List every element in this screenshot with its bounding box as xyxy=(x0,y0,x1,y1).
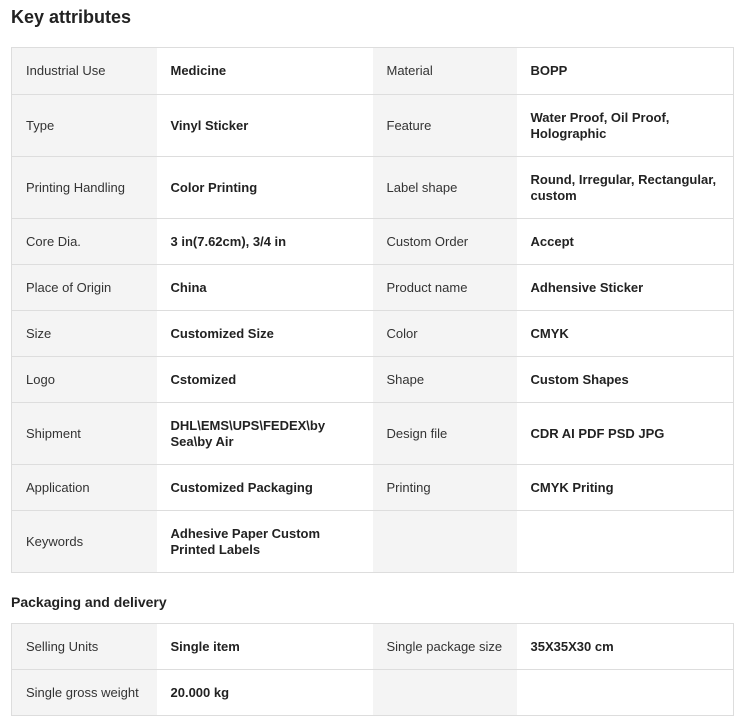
attribute-label: Place of Origin xyxy=(12,265,157,311)
attribute-value: Custom Shapes xyxy=(517,357,734,403)
attribute-label: Printing xyxy=(373,465,517,511)
attribute-value: Adhesive Paper Custom Printed Labels xyxy=(157,511,373,573)
table-row xyxy=(12,511,734,573)
attribute-label: Selling Units xyxy=(12,624,157,670)
attribute-label: Shipment xyxy=(12,403,157,465)
table-row xyxy=(12,95,734,157)
key-attributes-table xyxy=(11,47,734,573)
attribute-value: China xyxy=(157,265,373,311)
attribute-label: Single gross weight xyxy=(12,670,157,716)
table-row xyxy=(12,311,734,357)
attribute-value: CMYK xyxy=(517,311,734,357)
attribute-value: CMYK Priting xyxy=(517,465,734,511)
attribute-label: Printing Handling xyxy=(12,157,157,219)
table-row xyxy=(12,157,734,219)
attribute-value: Accept xyxy=(517,219,734,265)
table-row xyxy=(12,48,734,95)
attribute-label: Single package size xyxy=(373,624,517,670)
attribute-label: Custom Order xyxy=(373,219,517,265)
attribute-value: DHL\EMS\UPS\FEDEX\by Sea\by Air xyxy=(157,403,373,465)
table-row xyxy=(12,219,734,265)
attribute-label xyxy=(373,670,517,716)
attribute-label: Keywords xyxy=(12,511,157,573)
table-row xyxy=(12,624,734,670)
attribute-label: Core Dia. xyxy=(12,219,157,265)
table-row xyxy=(12,265,734,311)
attribute-label: Feature xyxy=(373,95,517,157)
table-row xyxy=(12,357,734,403)
attribute-label: Label shape xyxy=(373,157,517,219)
attribute-value: Customized Packaging xyxy=(157,465,373,511)
attribute-value: Medicine xyxy=(157,48,373,95)
table-row xyxy=(12,670,734,716)
attribute-value: Color Printing xyxy=(157,157,373,219)
attribute-value: 35X35X30 cm xyxy=(517,624,734,670)
attribute-label: Application xyxy=(12,465,157,511)
attribute-value: BOPP xyxy=(517,48,734,95)
attribute-value: Vinyl Sticker xyxy=(157,95,373,157)
attribute-label: Material xyxy=(373,48,517,95)
attribute-value: 20.000 kg xyxy=(157,670,373,716)
attribute-label: Color xyxy=(373,311,517,357)
attribute-label: Size xyxy=(12,311,157,357)
table-row xyxy=(12,403,734,465)
attribute-value: Round, Irregular, Rectangular, custom xyxy=(517,157,734,219)
attribute-label: Shape xyxy=(373,357,517,403)
attribute-label: Logo xyxy=(12,357,157,403)
attribute-value xyxy=(517,670,734,716)
attribute-value xyxy=(517,511,734,573)
attribute-label: Type xyxy=(12,95,157,157)
attribute-value: 3 in(7.62cm), 3/4 in xyxy=(157,219,373,265)
attribute-value: Adhensive Sticker xyxy=(517,265,734,311)
table-row xyxy=(12,465,734,511)
attribute-value: Cstomized xyxy=(157,357,373,403)
packaging-title: Packaging and delivery xyxy=(11,594,167,610)
attribute-label: Industrial Use xyxy=(12,48,157,95)
packaging-table xyxy=(11,623,734,716)
attribute-label: Design file xyxy=(373,403,517,465)
attribute-label xyxy=(373,511,517,573)
attribute-label: Product name xyxy=(373,265,517,311)
attribute-value: Water Proof, Oil Proof, Holographic xyxy=(517,95,734,157)
attribute-value: Single item xyxy=(157,624,373,670)
attribute-value: CDR AI PDF PSD JPG xyxy=(517,403,734,465)
key-attributes-title: Key attributes xyxy=(11,7,132,27)
attribute-value: Customized Size xyxy=(157,311,373,357)
